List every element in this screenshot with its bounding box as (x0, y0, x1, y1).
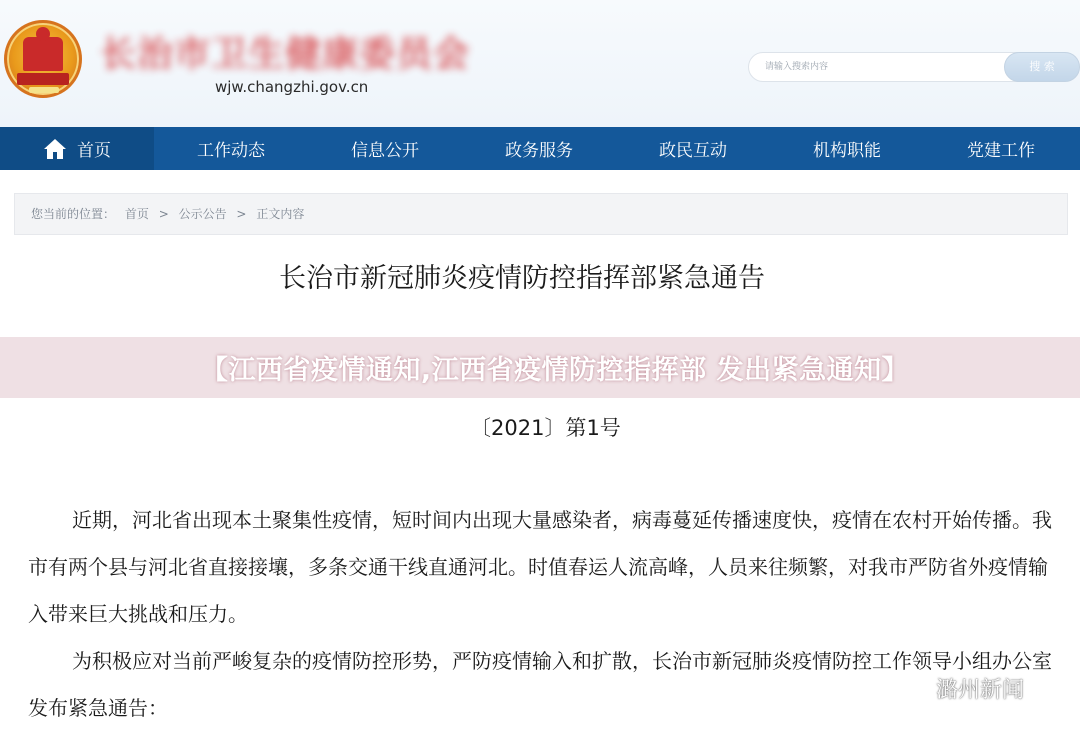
article-title: 长治市新冠肺炎疫情防控指挥部紧急通告 (279, 263, 765, 294)
city-emblem-logo[interactable] (4, 20, 82, 98)
emblem-ribbon (17, 73, 69, 85)
nav-item-home[interactable] (0, 127, 154, 170)
main-nav (0, 127, 1080, 170)
watermark-text: 潞州新闻 (936, 677, 1025, 703)
site-title-text: 长治市卫生健康委员会 (100, 33, 471, 75)
nav-item-label: 工作动态 (197, 141, 265, 161)
nav-item-gov-services[interactable] (462, 127, 616, 170)
document-number: 〔2021〕第1号 (470, 416, 621, 440)
article-paragraph: 近期，河北省出现本土聚集性疫情，短时间内出现大量感染者，病毒蔓延传播速度快，疫情在农村开始传播。我市有两个县与河北省直接接壤，多条交通干线直通河北。时值春运人流高峰，人员来往频繁，对我市严防省外疫情输入带来巨大挑战和压力。 (28, 508, 1052, 626)
search-input[interactable] (748, 52, 1018, 82)
search-button[interactable]: 搜 索 (1004, 52, 1080, 82)
breadcrumb-separator: > (158, 207, 169, 221)
home-icon (43, 138, 67, 160)
nav-item-label: 政务服务 (505, 141, 573, 161)
nav-item-label: 机构职能 (813, 141, 881, 161)
nav-item-functions[interactable] (770, 127, 924, 170)
nav-item-interaction[interactable] (616, 127, 770, 170)
nav-item-label: 首页 (77, 141, 111, 161)
nav-item-label: 党建工作 (967, 141, 1035, 161)
wechat-icon (900, 674, 932, 702)
nav-item-work-news[interactable] (154, 127, 308, 170)
site-title[interactable] (100, 26, 470, 77)
nav-item-label: 信息公开 (351, 141, 419, 161)
watermark (900, 670, 1024, 706)
article-paragraph: 为积极应对当前严峻复杂的疫情防控形势，严防疫情输入和扩散，长治市新冠肺炎疫情防控工作领导小组办公室发布紧急通告： (28, 649, 1052, 720)
emblem-icon (23, 37, 63, 71)
overlay-headline: 【江西省疫情通知,江西省疫情防控指挥部 发出紧急通知】 (200, 355, 910, 386)
breadcrumb-prefix: 您当前的位置： (31, 207, 116, 221)
site-header (0, 0, 1080, 127)
emblem-year-band (29, 87, 59, 93)
breadcrumb-home-link[interactable]: 首页 (124, 207, 149, 221)
nav-item-party-building[interactable] (924, 127, 1078, 170)
nav-item-info-disclosure[interactable] (308, 127, 462, 170)
nav-item-label: 政民互动 (659, 141, 727, 161)
breadcrumb (14, 193, 1068, 235)
breadcrumb-notices-link[interactable]: 公示公告 (178, 207, 227, 221)
breadcrumb-separator: > (236, 207, 247, 221)
site-url: wjw.changzhi.gov.cn (215, 78, 369, 96)
breadcrumb-current: 正文内容 (256, 207, 305, 221)
